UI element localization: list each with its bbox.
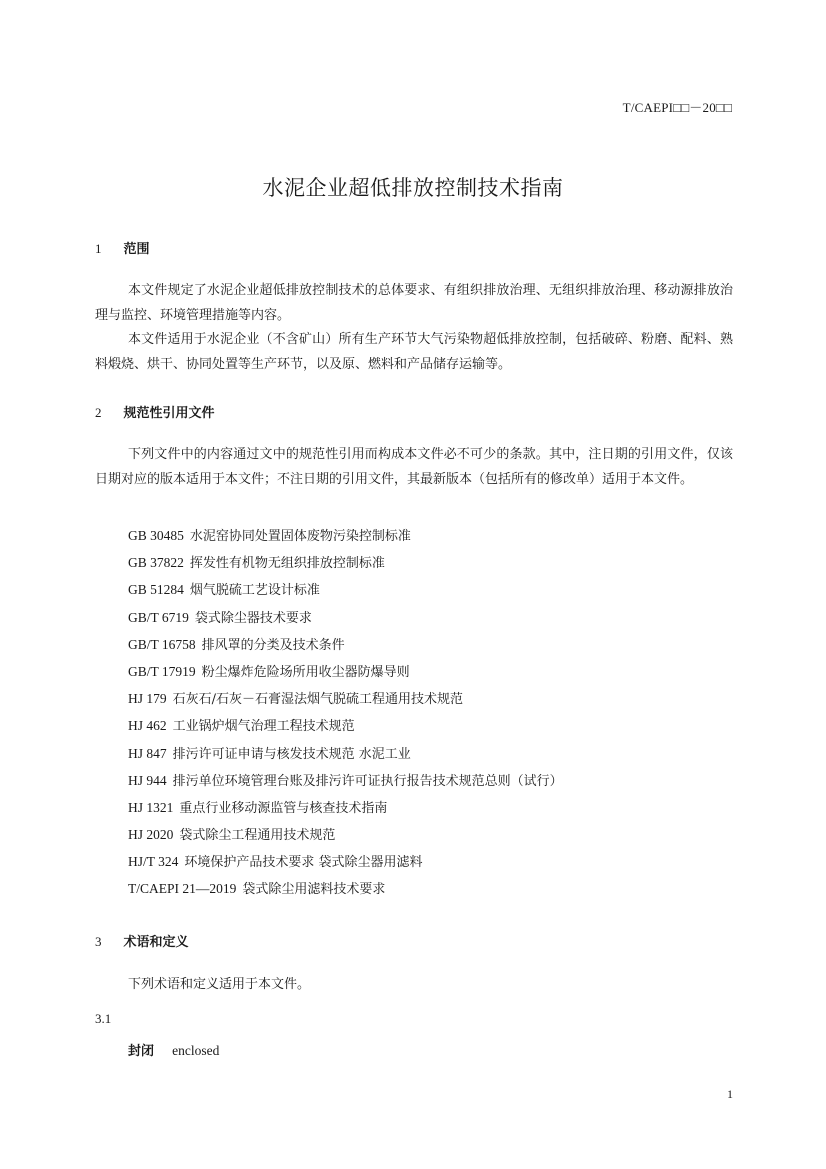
- reference-name: 排污单位环境管理台账及排污许可证执行报告技术规范总则（试行）: [172, 773, 563, 789]
- reference-code: HJ 179: [128, 691, 167, 707]
- section-number: 3: [95, 934, 102, 949]
- reference-name: 环境保护产品技术要求 袋式除尘器用滤料: [184, 855, 423, 871]
- page-number: 1: [727, 1087, 733, 1101]
- reference-name: 石灰石/石灰－石膏湿法烟气脱硫工程通用技术规范: [172, 692, 464, 708]
- section-heading-3: [95, 931, 189, 950]
- reference-code: T/CAEPI 21—2019: [128, 881, 237, 897]
- reference-name: 工业锅炉烟气治理工程技术规范: [172, 719, 355, 735]
- paragraph: 本文件规定了水泥企业超低排放控制技术的总体要求、有组织排放治理、无组织排放治理、移动源排放治理与监控、环境管理措施等内容。: [95, 283, 733, 323]
- reference-name: 袋式除尘用滤料技术要求: [242, 882, 386, 898]
- reference-item: [128, 553, 563, 580]
- term-english: enclosed: [172, 1043, 220, 1058]
- reference-name: 挥发性有机物无组织排放控制标准: [189, 556, 385, 572]
- reference-code: GB/T 16758: [128, 636, 196, 652]
- section-title: 规范性引用文件: [123, 406, 215, 421]
- section-heading-2: [95, 402, 215, 421]
- reference-item: [128, 825, 563, 852]
- reference-code: HJ 462: [128, 718, 167, 734]
- reference-item: [128, 798, 563, 825]
- reference-item: [128, 635, 563, 662]
- paragraph: 下列术语和定义适用于本文件。: [128, 977, 311, 992]
- reference-code: GB/T 6719: [128, 609, 189, 625]
- section-title: 范围: [123, 242, 150, 257]
- paragraph: 下列文件中的内容通过文中的规范性引用而构成本文件必不可少的条款。其中，注日期的引用文件，仅该日期对应的版本适用于本文件；不注日期的引用文件，其最新版本（包括所有的修改单）适用于本文件。: [95, 447, 733, 487]
- reference-code: HJ 847: [128, 745, 167, 761]
- term-chinese: 封闭: [128, 1044, 155, 1059]
- paragraph: 本文件适用于水泥企业（不含矿山）所有生产环节大气污染物超低排放控制，包括破碎、粉磨、配料、熟料煅烧、烘干、协同处置等生产环节，以及原、燃料和产品储存运输等。: [95, 332, 733, 372]
- reference-item: [128, 662, 563, 689]
- term-entry: [128, 1040, 219, 1059]
- reference-name: 粉尘爆炸危险场所用收尘器防爆导则: [201, 664, 410, 680]
- reference-item: [128, 852, 563, 879]
- reference-item: [128, 744, 563, 771]
- reference-code: GB 51284: [128, 582, 184, 598]
- reference-name: 水泥窑协同处置固体废物污染控制标准: [189, 529, 411, 544]
- reference-item: [128, 771, 563, 798]
- clause-number: 3.1: [95, 1011, 112, 1026]
- reference-item: [128, 580, 563, 607]
- reference-name: 重点行业移动源监管与核查技术指南: [179, 800, 388, 816]
- reference-name: 烟气脱硫工艺设计标准: [189, 583, 320, 599]
- reference-code: GB 37822: [128, 555, 184, 571]
- section-number: 2: [95, 405, 102, 420]
- reference-code: HJ 2020: [128, 827, 174, 843]
- section-title: 术语和定义: [123, 935, 189, 950]
- reference-name: 排污许可证申请与核发技术规范 水泥工业: [172, 746, 411, 762]
- standard-number: T/CAEPI□□－20□□: [622, 100, 732, 115]
- reference-code: HJ 944: [128, 772, 167, 788]
- reference-item: [128, 608, 563, 635]
- reference-item: [128, 526, 563, 553]
- section-heading-1: [95, 238, 150, 257]
- section-number: 1: [95, 241, 102, 256]
- reference-item: [128, 716, 563, 743]
- reference-code: GB/T 17919: [128, 663, 196, 679]
- reference-list: [128, 526, 563, 907]
- reference-name: 袋式除尘工程通用技术规范: [179, 828, 336, 844]
- reference-item: [128, 879, 563, 906]
- reference-name: 排风罩的分类及技术条件: [201, 637, 345, 653]
- reference-code: GB 30485: [128, 528, 184, 543]
- reference-code: HJ/T 324: [128, 854, 179, 870]
- reference-item: [128, 689, 563, 716]
- reference-name: 袋式除尘器技术要求: [194, 610, 312, 626]
- document-title: 水泥企业超低排放控制技术指南: [262, 176, 564, 200]
- reference-code: HJ 1321: [128, 799, 174, 815]
